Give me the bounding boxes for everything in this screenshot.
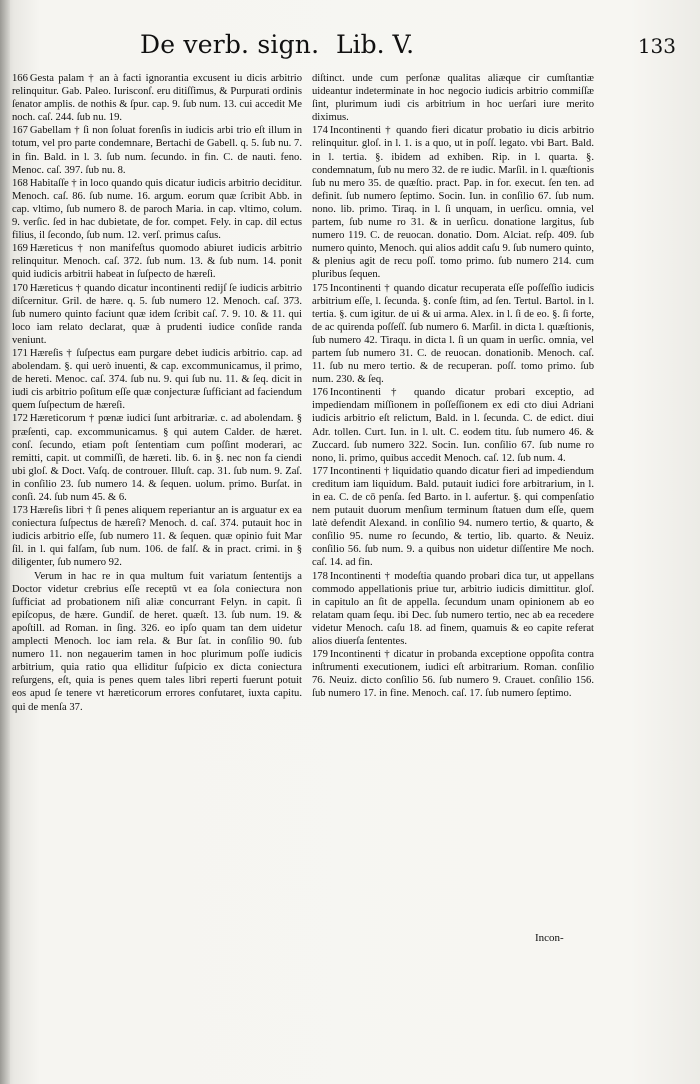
entry-number: 167 [12, 125, 28, 137]
page-gutter-shadow [0, 0, 10, 1084]
entry-text: Hæreticorum † pœnæ iudici ſunt arbitrariæ. c. ad abolendam. § præſenti, cap. excommunicamus. § qui autem Calder. de hæret. conſ. ſecundo, etiam poſt ſententiam cum poſſint moderari, ac remitti, capit. ut commiſſi, de hæreti. lib. 6. in §. nec non fa ciendi ubi gloſ. & Doct. Vaſq. de controuer. Illuſt. cap. 31. ſub num. 9. Zaſ. in conſilio 23. ſub numero 14. & ſequen. uolum. primo. Burſat. in conſi. 24. ſub num 45. & 6. [12, 413, 302, 503]
entry [12, 282, 302, 347]
entry-text: Incontinenti † liquidatio quando dicatur fieri ad impediendum creditum iam liquidum. Bald. putauit iudici fore arbitrarium, in l. in ea. C. de cō penſa. ſed Barto. in l. aufertur. §. qui compenſatio nem putauit duorum menſium terminum ſtatuen dum eſſe, quem latè defendit Alexand. in conſilio 94. numero tertio, & quarto, & conſilio 95. nume ro ſecundo, & tertio, lib. quarto. & Neuiz. conſilio 56. ſub num. 9. a quibus non uidetur diſſentire Me noch. caſ. 14. ad fin. [312, 465, 594, 569]
entry [12, 412, 302, 504]
entry [312, 386, 594, 465]
entry [12, 504, 302, 569]
entry [12, 72, 302, 124]
entry-text: Hæreticus † quando dicatur incontinenti redijſ ſe iudicis arbitrio diſcernitur. Gril. de hære. q. 5. ſub numero 12. Menoch. caſ. 373. ſub numero quinto faciunt quæ idem ſcribit caſ. 7. 9. 10. & 11. qui loco iam relato declarat, quæ à prudenti iudice conſide randa veniunt. [12, 282, 302, 346]
entry [312, 282, 594, 387]
entry-number: 168 [12, 177, 28, 189]
entry-number: 179 [312, 649, 328, 661]
entry [12, 177, 302, 242]
entry-text: Hæreſis † ſuſpectus eam purgare debet iudicis arbitrio. cap. ad abolendam. §. qui uerò inuenti, & cap. excommunicamus, il primo, de hereti. Menoc. caſ. 374. ſub nu. 9. qui ſub nu. 11. & ſeq. dicit in iudi cis arbitrio poſitum eſſe quæ conjecturæ ſufficiant ad faciendum quem ſuſpectum de hæreſi. [12, 347, 302, 412]
entry [312, 124, 594, 281]
entry-number: 174 [312, 125, 328, 137]
catchword: Incon- [535, 932, 564, 944]
left-column [12, 72, 302, 714]
entry-text: Incontinenti † modeſtia quando probari dica tur, ut appellans commodo appellationis priue tur, arbitrio iudicis dimittitur. gloſ. in capitulo an ſit de appella. ſecundum unam opinionem ab eo relatam quam ſequ. ibi Dec. ſub numero tertio, nec ab ea recedere videtur Menoch. caſu 18. ad finem, quamuis & eo capite referat alios diuerſa ſententes. [312, 570, 594, 648]
entry [12, 124, 302, 176]
entry [12, 242, 302, 281]
book-label: Lib. V. [336, 30, 415, 59]
entry-number: 172 [12, 413, 28, 425]
body-paragraph: Verum in hac re in qua multum fuit variatum ſententijs a Doctor videtur crebrius eſſe receptū vt ea ſola coniectura non ſufficiat ad probationem niſi aliæ concurrant Felyn. in capit. ſi epiſcopus, de hære. Gundiſ. de heret. quæſt. 13. ſub num. 19. & apoſtill. ad Roman. in ſing. 326. eo ipſo quam tan dem uidetur amplecti Menoch. loc iam rela. & Bur ſat. in conſilio 90. ſub numero 11. non negauerim tamen in hoc plurimum poſſe iudicis arbitrium, quia ratio qua elliditur ſuſpicio ex dicta coniectura reſurgens, eſt, quia is penes quem tales libri reperti fuerunt potuit eos apud ſe tenere vt hæreticorum errores confutaret, iuxta capitu. qui de menſa 37. [12, 570, 302, 713]
page-number: 133 [637, 34, 676, 58]
entry-text: Habitaſſe † in loco quando quis dicatur iudicis arbitrio deciditur. Menoch. caſ. 86. ſub nume. 16. argum. eorum quæ ſcribit Abb. in cap. vltimo, ſub numero 8. de paroch Maria. in cap. vltimo, colum. 9. verſic. ſed in hac dubietate, de for. compet. Fely. in cap. dil ectus filius, il ſecondo, ſub num. 12. verſ. primus caſus. [12, 177, 302, 242]
continued-paragraph: diſtinct. unde cum perſonæ qualitas aliæque cir cumſtantiæ uideantur indeterminate in hoc negocio iudicis arbitrio commiſſæ ſint, plurimum iudi cis arbitrium in hoc uerſari iure merito diximus. [312, 73, 594, 124]
entry-number: 178 [312, 570, 328, 582]
right-column [312, 72, 594, 701]
running-title: De verb. sign. [140, 30, 320, 59]
entry-text: Hæreſis libri † ſi penes aliquem reperiantur an is arguatur ex ea coniectura ſuſpectus de hæreſi? Menoch. d. caſ. 374. putauit hoc in iudicis arbitrio eſſe, ſub numero 11. & ſequen. quæ opinio fuit Mar ſil. in l. qui falſam, ſub num. 106. de falſ. & in pract. crimi. in § diligenter, ſub numero 92. [12, 505, 302, 569]
entry-number: 170 [12, 282, 28, 294]
entry-number: 169 [12, 243, 28, 255]
entry-text: Gesta palam † an à facti ignorantia excusent iu dicis arbitrio relinquitur. Gab. Paleo. Iurisconſ. eru ditiſſimus, & Purpurati ordinis ſenator amplis. de nothis & ſpur. cap. 9. ſub num. 13. cui accedit Me noch. caſ. 244. ſub nu. 19. [12, 73, 302, 124]
entry-number: 173 [12, 505, 28, 517]
entry-text: Incontinenti † quando dicatur recuperata eſſe poſſeſſio iudicis arbitrium eſſe, l. ſecunda. §. conſe ſtim, ad ſen. Tertul. Bartol. in l. tertia. §. cum igitur. de ui & ui arma. Alex. in l. ſi de eo. §. ſi forte, de ac quirenda poſſeſſ. ſub numero 6. Marſil. in dicta l. quæſtionis, ſub numero 42. Tiraqu. in dicta l. ſi un quam in uerſic. omnia, vel partem ſub numero 31. C. de reuocan. donationib. Menoch. caſ. 11. ſub nu mero tertio. & de recuperan. poſſ. tomo primo. ſub num. 230. & ſeq. [312, 282, 594, 386]
entry-number: 175 [312, 282, 328, 294]
entry-number: 166 [12, 73, 28, 84]
entry-text: Hæreticus † non manifeſtus quomodo abiuret iudicis arbitrio relinquitur. Menoch. caſ. 372. ſub num. 13. & ſub num. 14. ponit quid iudicis arbitrii habeat in ſuſpecto de hæreſi. [12, 243, 302, 281]
entry-text: Incontinenti † quando dicatur probari exceptio, ad impediendam miſſionem in poſſeſſionem ex edi cto diui Adriani iudicis arbitrio eſt relictum, Bald. in l. ſecunda. C. de edict. diui Adr. tollen. Curt. Iun. in l. ult. C. eodem titu. ſub numero 46. & Zuccard. ſub numero 322. Socin. Iun. conſilio 67. ſub nume ro nono, li. primo, quibus accedit Menoch. caſ. 12. ſub num. 4. [312, 387, 594, 464]
entry-text: Gabellam † ſi non ſoluat forenſis in iudicis arbi trio eſt illum in totum, vel pro parte condemnare, Bertachi de Gabell. q. 5. ſub nu. 7. in fin. Bald. in l. 3. ſub num. ſecundo. in fin. C. de nauti. feno. Menoc. caſ. 397. ſub nu. 8. [12, 125, 302, 176]
entry [312, 570, 594, 649]
entry [12, 347, 302, 412]
entry-number: 176 [312, 387, 328, 399]
entry [312, 648, 594, 700]
entry-number: 171 [12, 347, 28, 359]
entry-number: 177 [312, 465, 328, 477]
entry [312, 465, 594, 570]
entry-text: Incontinenti † dicatur in probanda exceptione oppoſita contra inſtrumenti executionem, iudici eſt arbitrarium. Roman. conſilio 76. Neuiz. dicto conſilio 56. ſub numero 9. Crauet. conſilio 156. ſub numero 17. in fine. Menoch. caſ. 17. ſub numero ſeptimo. [312, 649, 594, 700]
entry-text: Incontinenti † quando fieri dicatur probatio iu dicis arbitrio relinquitur. gloſ. in l. 1. is a quo, ut in poſſ. legato. vbi Bart. Bald. in l. tertia. §. ibidem ad exhiben. Rip. in l. quarta. §. condemnatum, ſub nu mero 32. de re iudic. Marſil. in l. quæſtionis ſub nu mero 35. de quæſtio. pract. Pap. in for. execut. ſen ten. ad definit. ſub numero ſeptimo. Socin. Iun. in conſilio 67. ſub num. nono. lib. primo. Tiraq. in l. ſi unquam, in uerſicu. omnia, vel partem, ſub nume ro 31. & in uerſicu. donatione largitus, ſub numero 119. C. de reuocan. donatio. Dom. Alciat. reſp. 409. ſub numero quinto, Menoch. qui alios addit caſu 9. ſub numero quinto, & plenius agit de recu poſſ. tomo primo. ſub numero 214. cum pluribus ſequen. [312, 125, 594, 281]
running-head [140, 30, 680, 66]
